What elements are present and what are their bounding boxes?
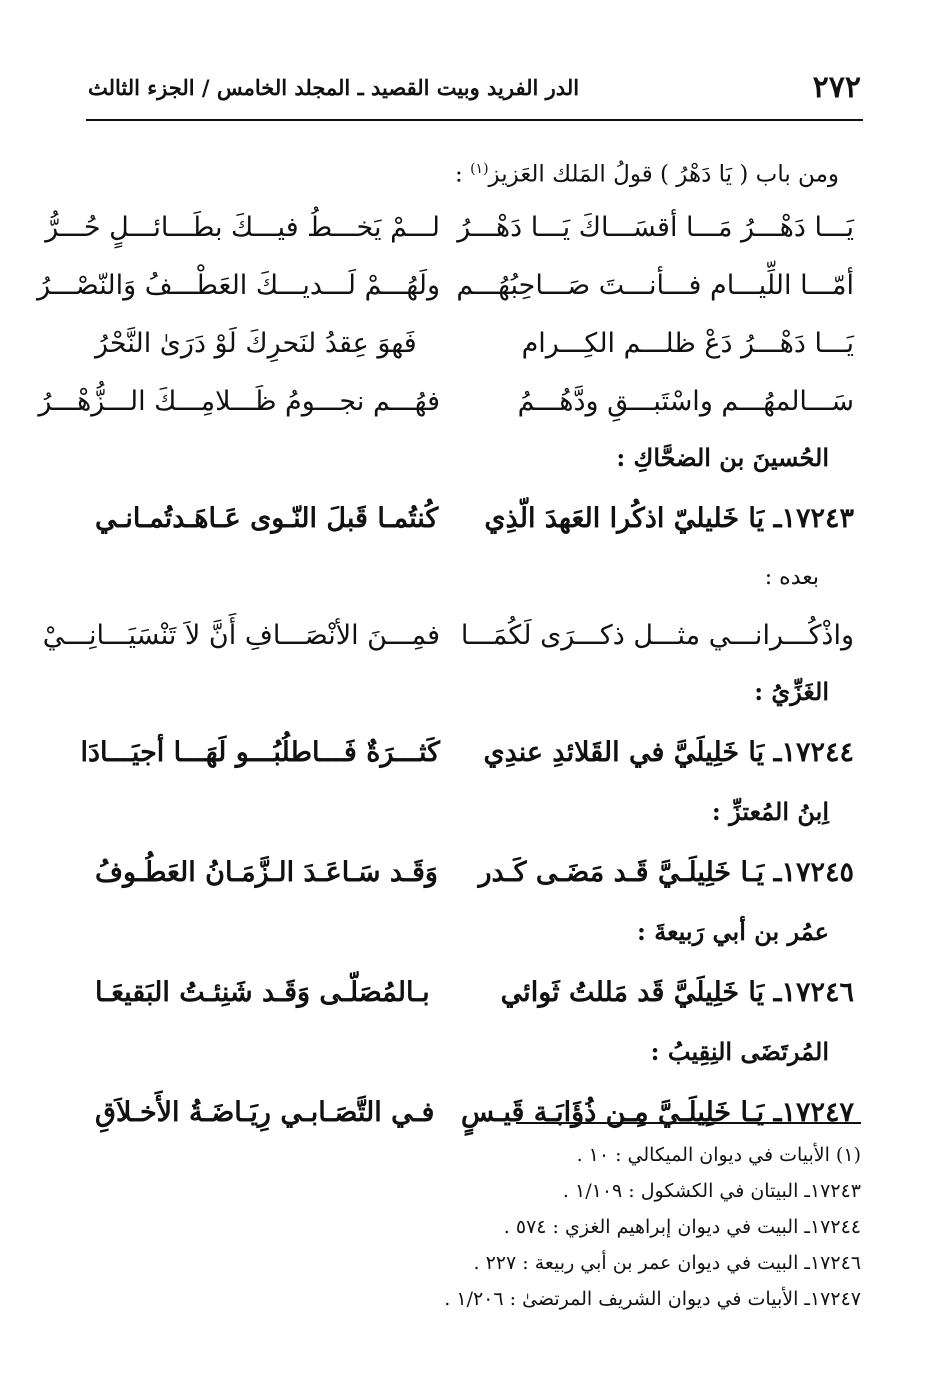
numbered-verse-17245 bbox=[95, 840, 854, 904]
verse-number: ١٧٢٤٦ـ bbox=[773, 976, 854, 1008]
footnote: ١٧٢٤٤ـ البيت في ديوان إبراهيم الغزي : ٥٧٤ . bbox=[503, 1216, 861, 1238]
poet-name: اِبنُ المُعتزِّ : bbox=[711, 797, 829, 826]
page-header bbox=[88, 62, 861, 112]
poet-name: الحُسينَ بن الضحَّاكِ : bbox=[616, 443, 829, 472]
verse-first-hemistich: يَـــا دَهْـــرُ دَعْ ظلـــم الكِـــرام bbox=[521, 327, 854, 359]
verse-sadr-text: يَا خَلِيلَيَّ في القَلائدِ عندِي bbox=[483, 736, 765, 768]
verse-number: ١٧٢٤٤ـ bbox=[773, 736, 854, 768]
poet-name: المُرتَضَى النِقِيبُ : bbox=[650, 1037, 829, 1066]
intro-line bbox=[95, 140, 839, 198]
verse-first-hemistich bbox=[478, 856, 854, 888]
verse-line bbox=[45, 198, 854, 256]
page-number: ٢٧٢ bbox=[812, 69, 861, 105]
verse-second-hemistich: كَثـــرَةٌ فَـــاطلُبُـــو لَهَـــا أجيَـــادَا bbox=[80, 736, 440, 768]
verse-first-hemistich: يَـــا دَهْـــرُ مَـــا أقسَـــاكَ يَـــا دَهْـــرُ bbox=[457, 211, 854, 243]
numbered-verse-17247 bbox=[95, 1080, 854, 1144]
verse-line bbox=[38, 372, 854, 430]
numbered-verse-17246 bbox=[95, 960, 854, 1024]
verse-sadr-text: يَـا خَلِيلَـيَّ قَـد مَضَـى كَـدر bbox=[478, 856, 765, 888]
verse-number: ١٧٢٤٧ـ bbox=[773, 1096, 854, 1128]
verse-number: ١٧٢٤٥ـ bbox=[773, 856, 854, 888]
verse-first-hemistich bbox=[484, 502, 854, 534]
verse-second-hemistich: فمِـــنَ الأنْصَـــافِ أَنَّ لاَ تَنْسَيَـــانِـــيْ bbox=[42, 619, 440, 651]
intro-text: ومن باب ( يَا دَهْرُ ) قولُ المَلك العَزيز bbox=[488, 161, 839, 188]
verse-sadr-text: يَا خَليليّ اذكُرا العَهدَ الّذِي bbox=[484, 502, 765, 534]
verse-second-hemistich: فـي التَّصَـابـي رِيَـاضَـةُ الأَخـلاَقِ bbox=[95, 1096, 435, 1128]
poet-name: عمُر بن أبي رَبيعةَ : bbox=[637, 917, 829, 946]
footnote: (١) الأبيات في ديوان الميكالي : ١٠ . bbox=[576, 1144, 861, 1166]
verse-second-hemistich: ولَهُـــمْ لَـــديـــكَ العَطْـــفُ وَالنّصْـــرُ bbox=[37, 269, 440, 301]
verse-sadr-text: يَا خَلِيلَيَّ قَد مَللتُ ثَوائي bbox=[500, 976, 765, 1008]
intro-colon: : bbox=[455, 161, 471, 188]
verse-second-hemistich: بـالمُصَلّـى وَقَـد شَنِئـتُ البَقيعَـا bbox=[95, 976, 430, 1008]
verse-second-hemistich: كُنتُمـا قَبلَ النّـوى عَـاهَـدتُمـانـي bbox=[95, 502, 439, 534]
verse-line bbox=[37, 256, 854, 314]
verse-second-hemistich: فهُـــم نجـــومُ ظَـــلامِـــكَ الـــزُّهْـــرُ bbox=[38, 385, 440, 417]
footnotes bbox=[88, 1137, 861, 1317]
footnote: ١٧٢٤٣ـ البيتان في الكشكول : ١/١٠٩ . bbox=[562, 1180, 861, 1202]
verse-second-hemistich: لـــمْ يَخـــطُ فيـــكَ بطَـــائـــلٍ حُـــرُّ bbox=[45, 211, 440, 243]
numbered-verse-17243 bbox=[95, 486, 854, 550]
page-content bbox=[37, 140, 854, 1144]
verse-line bbox=[95, 314, 854, 372]
verse-sadr-text: يَـا خَلِيلَـيَّ مِـن ذُؤَابَـة قَيـسٍ bbox=[460, 1096, 765, 1128]
verse-second-hemistich: فَهوَ عِقدُ لنَحرِكَ لَوْ دَرَىٰ النَّحْرُ bbox=[95, 327, 417, 359]
running-title: الدر الفريد وبيت القصيد ـ المجلد الخامس / الجزء الثالث bbox=[88, 74, 580, 100]
footnote-ref: (١) bbox=[470, 161, 489, 177]
footnote: ١٧٢٤٦ـ البيت في ديوان عمر بن أبي ربيعة : ٢٢٧ . bbox=[473, 1252, 861, 1274]
verse-number: ١٧٢٤٣ـ bbox=[773, 502, 854, 534]
verse-first-hemistich bbox=[483, 736, 854, 768]
poet-name: الغَزِّيُ : bbox=[754, 677, 829, 706]
after-label: بعده : bbox=[764, 565, 819, 590]
footnote-divider bbox=[516, 1122, 861, 1124]
verse-first-hemistich: واذْكُـــرانـــي مثـــل ذكـــرَى لَكُمَـــا bbox=[460, 619, 854, 651]
verse-line bbox=[42, 606, 854, 664]
footnote: ١٧٢٤٧ـ الأبيات في ديوان الشريف المرتضىٰ : ١/٢٠٦ . bbox=[444, 1288, 861, 1310]
numbered-verse-17244 bbox=[80, 720, 854, 784]
header-divider bbox=[86, 119, 863, 121]
verse-first-hemistich bbox=[499, 977, 854, 1008]
verse-second-hemistich: وَقَـد سَـاعَـدَ الـزَّمَـانُ العَطُـوفُ bbox=[95, 856, 438, 888]
verse-first-hemistich: أمّـــا اللِّيـــام فـــأنـــتَ صَـــاحِبُهُـــم bbox=[456, 269, 854, 301]
verse-first-hemistich: سَـــالمهُـــم واسْتَبـــقِ ودَّهُـــمُ bbox=[517, 385, 854, 417]
